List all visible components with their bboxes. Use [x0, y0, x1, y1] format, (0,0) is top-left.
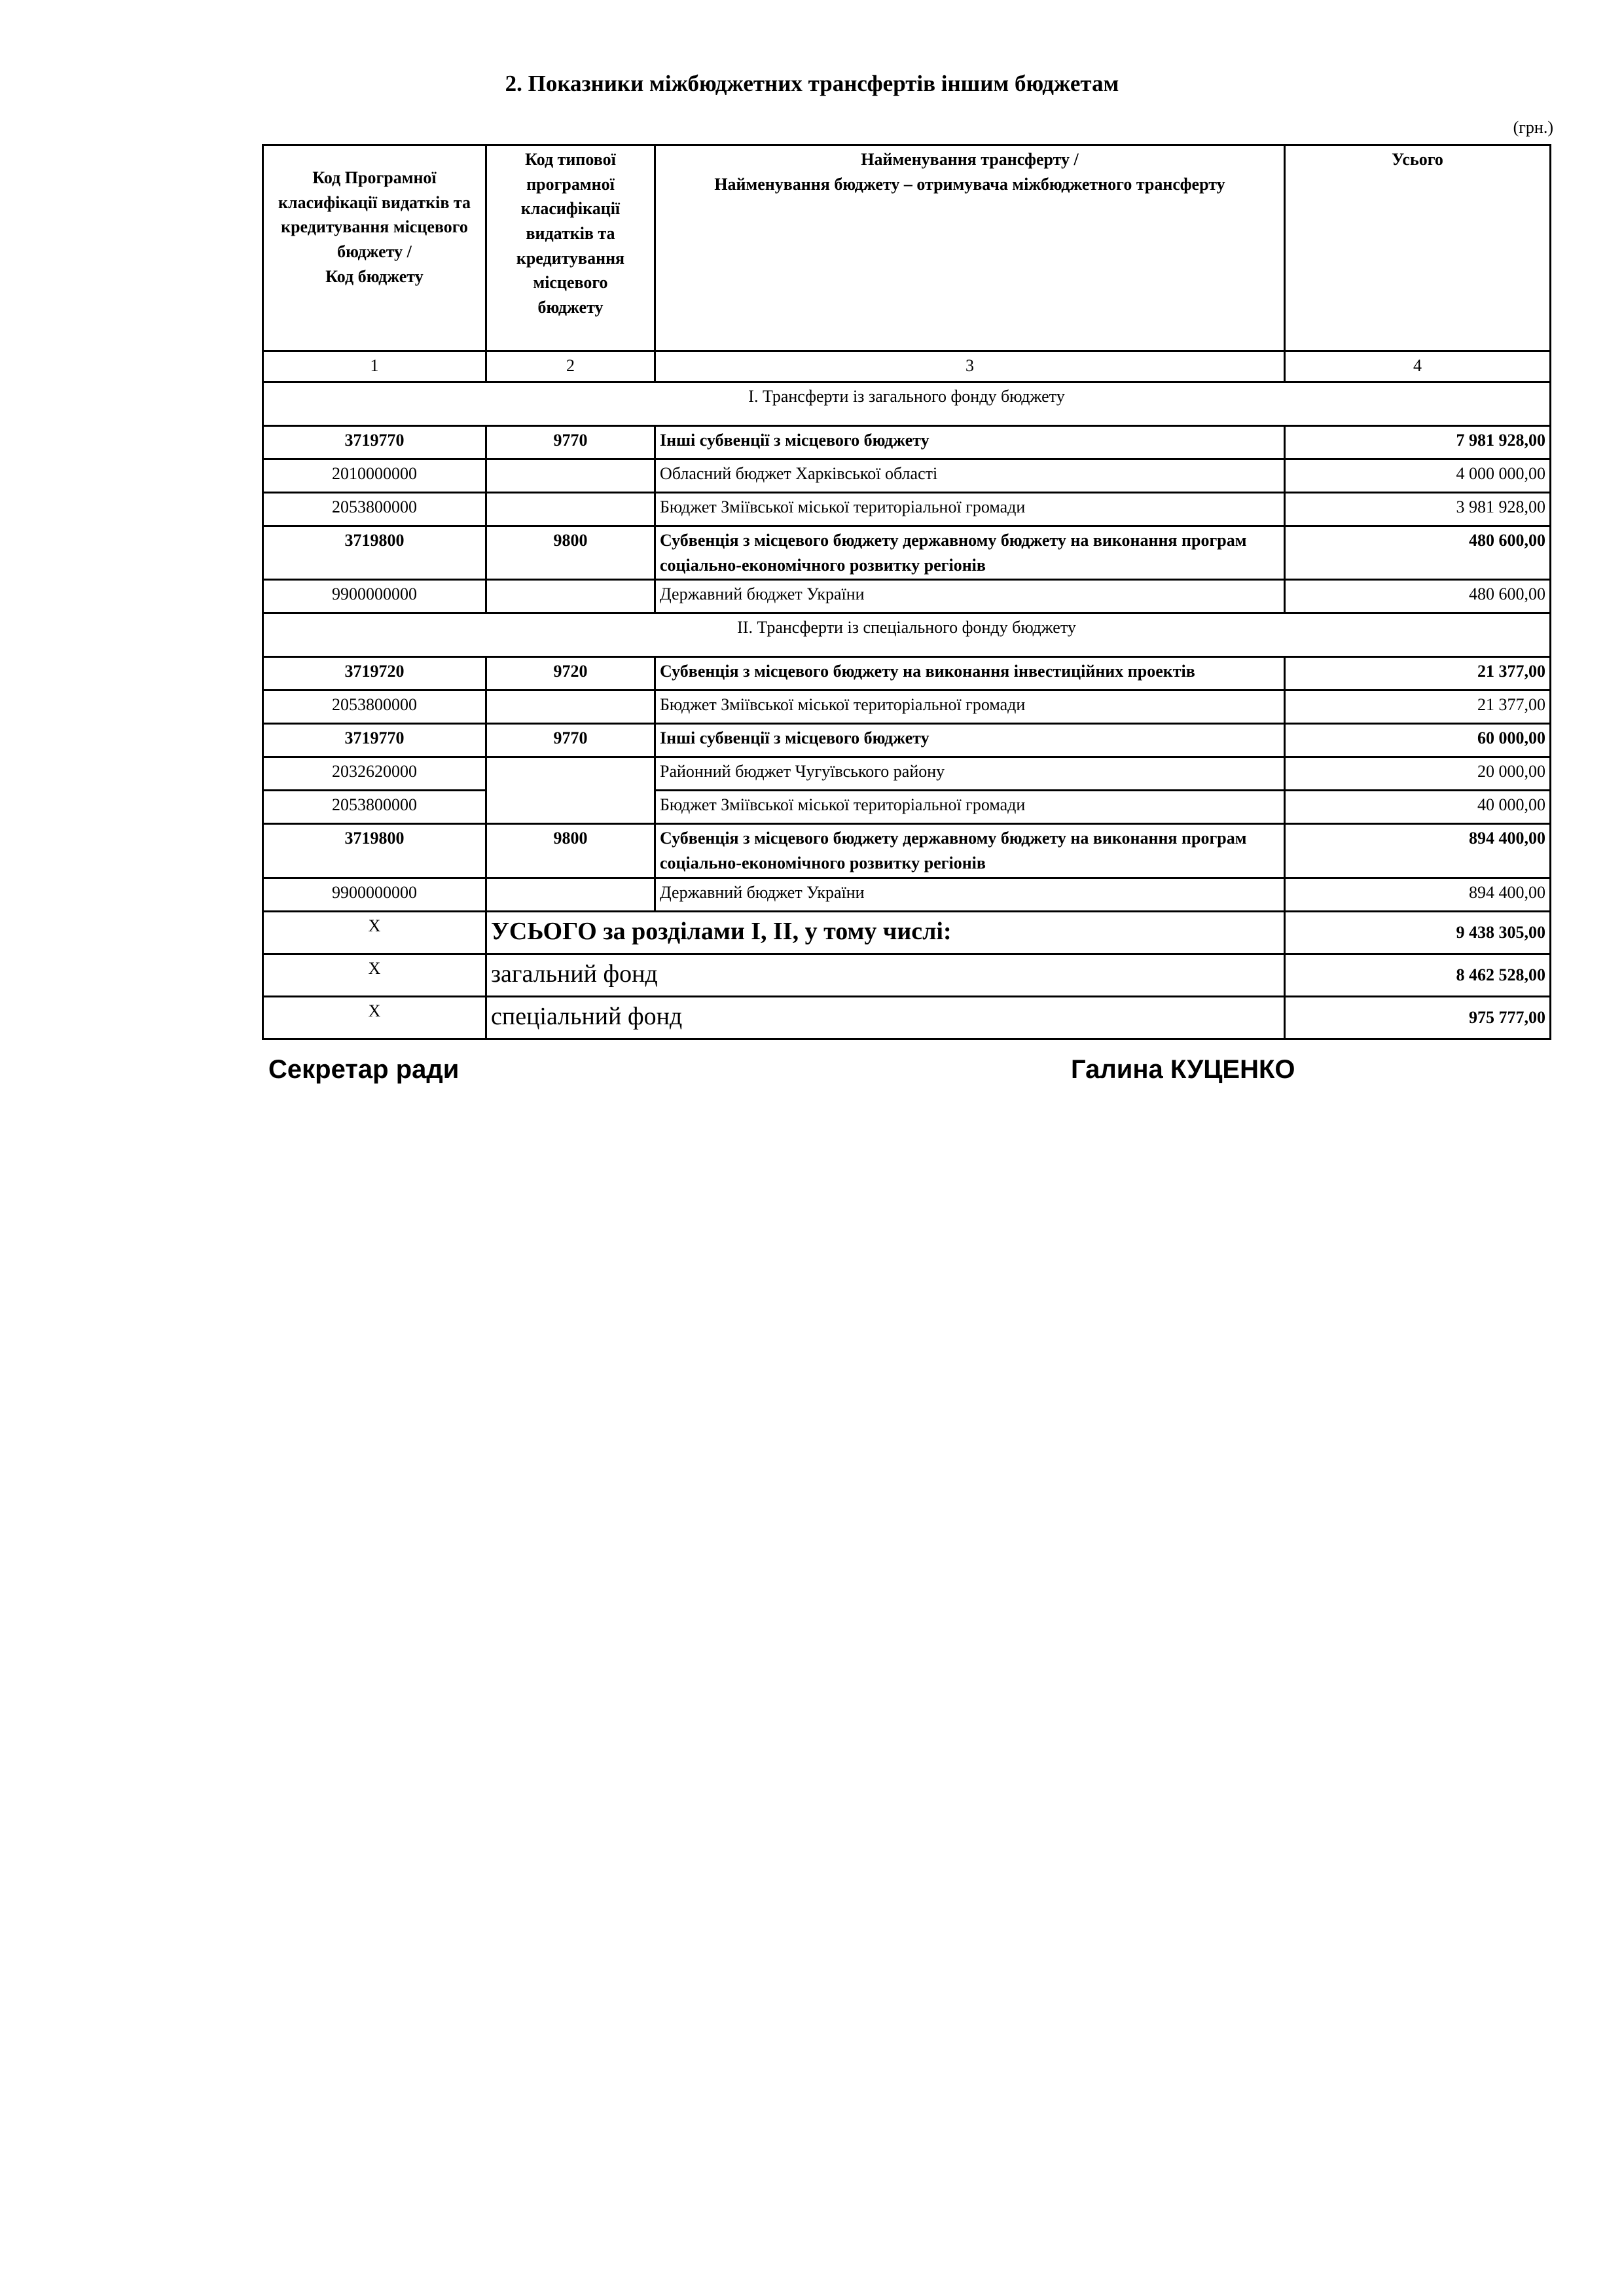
- header-transfer-name: Найменування трансферту / Найменування бюджету – отримувача міжбюджетного трансферту: [655, 145, 1285, 351]
- header-program-code: Код Програмної класифікації видатків та кредитування місцевого бюджету / Код бюджету: [263, 145, 486, 351]
- section-heading-row: [263, 382, 1551, 426]
- budget-code-cell: 2053800000: [263, 791, 486, 824]
- budget-code-cell: 2010000000: [263, 459, 486, 493]
- column-number: 4: [1285, 351, 1551, 382]
- transfer-name-cell: Субвенція з місцевого бюджету державному бюджету на виконання програм соціально-економічного розвитку регіонів: [655, 526, 1285, 580]
- grand-total-row: [263, 911, 1551, 954]
- table-row: [263, 657, 1551, 691]
- table-row: [263, 580, 1551, 613]
- total-cell: 21 377,00: [1285, 691, 1551, 724]
- table-header-row: [263, 145, 1551, 351]
- budget-name-cell: Бюджет Зміївської міської територіальної громади: [655, 791, 1285, 824]
- total-cell: 60 000,00: [1285, 724, 1551, 757]
- type-code-cell: [486, 691, 655, 724]
- total-cell: 480 600,00: [1285, 526, 1551, 580]
- budget-name-cell: Бюджет Зміївської міської територіальної громади: [655, 691, 1285, 724]
- budget-code-cell: 2053800000: [263, 493, 486, 526]
- transfer-name-cell: Субвенція з місцевого бюджету державному бюджету на виконання програм соціально-економічного розвитку регіонів: [655, 824, 1285, 878]
- budget-name-cell: Державний бюджет України: [655, 878, 1285, 911]
- total-mark-cell: X: [263, 996, 486, 1039]
- transfer-name-cell: Інші субвенції з місцевого бюджету: [655, 426, 1285, 459]
- signatory-position: Секретар ради: [268, 1055, 460, 1084]
- budget-name-cell: Державний бюджет України: [655, 580, 1285, 613]
- total-cell: 894 400,00: [1285, 824, 1551, 878]
- total-cell: 480 600,00: [1285, 580, 1551, 613]
- transfer-name-cell: Інші субвенції з місцевого бюджету: [655, 724, 1285, 757]
- total-cell: 8 462 528,00: [1285, 954, 1551, 996]
- type-code-cell: [486, 757, 655, 824]
- table-row: [263, 878, 1551, 911]
- total-cell: 7 981 928,00: [1285, 426, 1551, 459]
- total-mark-cell: X: [263, 911, 486, 954]
- type-code-cell: 9770: [486, 724, 655, 757]
- table-row: [263, 824, 1551, 878]
- budget-code-cell: 9900000000: [263, 580, 486, 613]
- budget-name-cell: Районний бюджет Чугуївського району: [655, 757, 1285, 791]
- total-mark-cell: X: [263, 954, 486, 996]
- table-row: [263, 757, 1551, 791]
- budget-code-cell: 2032620000: [263, 757, 486, 791]
- type-code-cell: [486, 580, 655, 613]
- budget-code-cell: 9900000000: [263, 878, 486, 911]
- section-1-title: І. Трансферти із загального фонду бюджету: [263, 382, 1551, 426]
- total-label-cell: спеціальний фонд: [486, 996, 1285, 1039]
- type-code-cell: 9720: [486, 657, 655, 691]
- table-row: [263, 493, 1551, 526]
- type-code-cell: [486, 493, 655, 526]
- budget-name-cell: Бюджет Зміївської міської територіальної громади: [655, 493, 1285, 526]
- table-row: [263, 526, 1551, 580]
- program-code-cell: 3719720: [263, 657, 486, 691]
- total-cell: 3 981 928,00: [1285, 493, 1551, 526]
- special-fund-row: [263, 996, 1551, 1039]
- total-cell: 4 000 000,00: [1285, 459, 1551, 493]
- transfers-table: [262, 144, 1551, 1040]
- table-row: [263, 791, 1551, 824]
- table-row: [263, 724, 1551, 757]
- currency-unit: (грн.): [1513, 118, 1553, 137]
- table-row: [263, 459, 1551, 493]
- column-number: 2: [486, 351, 655, 382]
- header-type-code: Код типової програмної класифікації видатків та кредитування місцевого бюджету: [486, 145, 655, 351]
- type-code-cell: 9800: [486, 526, 655, 580]
- header-total: Усього: [1285, 145, 1551, 351]
- type-code-cell: 9770: [486, 426, 655, 459]
- total-label-cell: загальний фонд: [486, 954, 1285, 996]
- total-cell: 20 000,00: [1285, 757, 1551, 791]
- total-label-cell: УСЬОГО за розділами І, ІІ, у тому числі:: [486, 911, 1285, 954]
- total-cell: 894 400,00: [1285, 878, 1551, 911]
- column-number: 1: [263, 351, 486, 382]
- signatory-name: Галина КУЦЕНКО: [1071, 1055, 1295, 1084]
- section-2-title: ІІ. Трансферти із спеціального фонду бюджету: [263, 613, 1551, 657]
- type-code-cell: [486, 459, 655, 493]
- program-code-cell: 3719770: [263, 724, 486, 757]
- general-fund-row: [263, 954, 1551, 996]
- budget-name-cell: Обласний бюджет Харківської області: [655, 459, 1285, 493]
- document-title: 2. Показники міжбюджетних трансфертів іншим бюджетам: [505, 71, 1119, 96]
- transfer-name-cell: Субвенція з місцевого бюджету на виконання інвестиційних проектів: [655, 657, 1285, 691]
- total-cell: 40 000,00: [1285, 791, 1551, 824]
- total-cell: 975 777,00: [1285, 996, 1551, 1039]
- total-cell: 21 377,00: [1285, 657, 1551, 691]
- total-cell: 9 438 305,00: [1285, 911, 1551, 954]
- program-code-cell: 3719800: [263, 526, 486, 580]
- table-row: [263, 691, 1551, 724]
- column-number: 3: [655, 351, 1285, 382]
- type-code-cell: 9800: [486, 824, 655, 878]
- section-heading-row: [263, 613, 1551, 657]
- type-code-cell: [486, 878, 655, 911]
- program-code-cell: 3719770: [263, 426, 486, 459]
- column-number-row: [263, 351, 1551, 382]
- table-row: [263, 426, 1551, 459]
- program-code-cell: 3719800: [263, 824, 486, 878]
- budget-code-cell: 2053800000: [263, 691, 486, 724]
